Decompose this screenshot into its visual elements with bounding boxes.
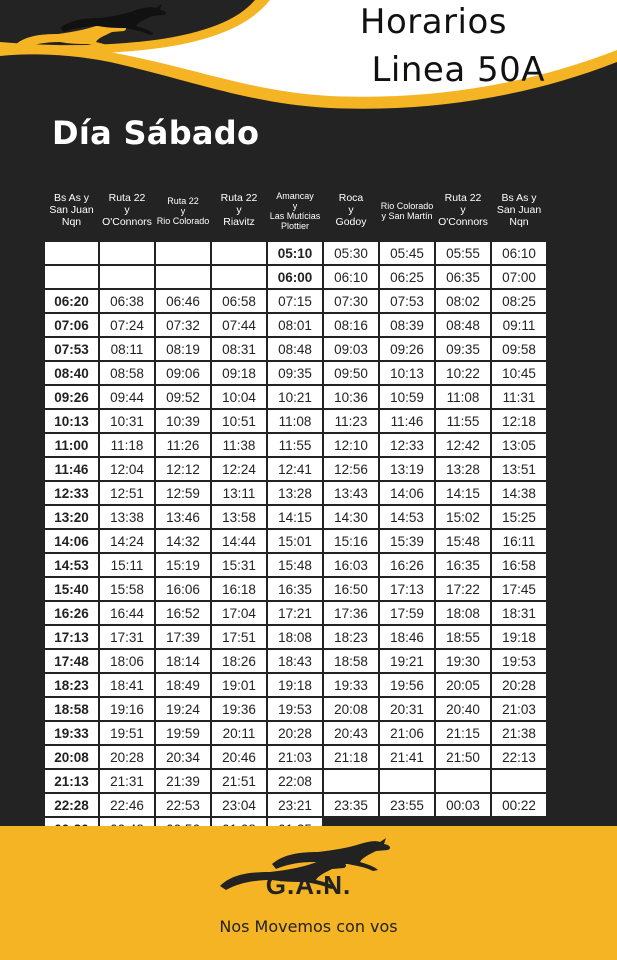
time-cell: 14:44 [212, 530, 266, 552]
time-cell: 23:35 [324, 794, 378, 816]
time-cell: 19:30 [436, 650, 490, 672]
time-cell: 19:59 [156, 722, 210, 744]
time-cell: 07:32 [156, 314, 210, 336]
time-cell: 06:46 [156, 290, 210, 312]
time-cell: 19:24 [156, 698, 210, 720]
time-cell: 14:53 [45, 554, 98, 576]
time-cell: 06:58 [212, 290, 266, 312]
time-cell: 06:38 [100, 290, 154, 312]
column-header-line: y [180, 205, 186, 216]
column-header-line: Nqn [61, 215, 82, 228]
time-cell: 16:58 [492, 554, 546, 576]
time-cell: 19:56 [380, 674, 434, 696]
time-cell: 14:32 [156, 530, 210, 552]
time-cell [156, 266, 210, 288]
time-cell: 15:58 [100, 578, 154, 600]
table-row [45, 290, 546, 312]
time-cell: 14:30 [324, 506, 378, 528]
time-cell: 08:02 [436, 290, 490, 312]
time-cell: 11:46 [380, 410, 434, 432]
column-header-line: San Juan [496, 204, 542, 217]
column-header-line: y San Martín [381, 211, 433, 221]
time-cell: 20:11 [212, 722, 266, 744]
time-cell: 14:06 [45, 530, 98, 552]
time-cell: 15:11 [100, 554, 154, 576]
table-row [45, 482, 546, 504]
brand-name: G.A.N. [265, 870, 352, 900]
time-cell: 07:24 [100, 314, 154, 336]
time-cell: 19:18 [492, 626, 546, 648]
time-cell: 20:28 [268, 722, 322, 744]
table-row [45, 626, 546, 648]
time-cell: 09:58 [492, 338, 546, 360]
time-cell: 18:55 [436, 626, 490, 648]
time-cell: 17:45 [492, 578, 546, 600]
time-cell: 18:49 [156, 674, 210, 696]
time-cell: 09:52 [156, 386, 210, 408]
time-cell: 17:22 [436, 578, 490, 600]
table-row [45, 410, 546, 432]
table-body [45, 242, 546, 840]
time-cell: 09:50 [324, 362, 378, 384]
time-cell: 00:22 [492, 794, 546, 816]
time-cell: 13:43 [324, 482, 378, 504]
time-cell: 16:18 [212, 578, 266, 600]
time-cell: 15:25 [492, 506, 546, 528]
time-cell: 21:15 [436, 722, 490, 744]
time-cell: 10:45 [492, 362, 546, 384]
time-cell: 08:11 [100, 338, 154, 360]
time-cell: 10:13 [45, 410, 98, 432]
time-cell: 13:28 [436, 458, 490, 480]
time-cell: 16:26 [45, 602, 98, 624]
time-cell: 18:08 [436, 602, 490, 624]
time-cell [45, 242, 98, 264]
time-cell: 08:25 [492, 290, 546, 312]
time-cell: 22:28 [45, 794, 98, 816]
time-cell: 09:18 [212, 362, 266, 384]
time-cell: 13:19 [380, 458, 434, 480]
time-cell [436, 770, 490, 792]
time-cell: 06:10 [492, 242, 546, 264]
time-cell: 06:20 [45, 290, 98, 312]
table-row [45, 554, 546, 576]
column-header-line: y [348, 204, 354, 217]
time-cell: 16:26 [380, 554, 434, 576]
column-header-line: Ruta 22 [444, 192, 482, 205]
time-cell: 20:05 [436, 674, 490, 696]
time-cell: 18:46 [380, 626, 434, 648]
column-header-line: Ruta 22 [108, 192, 146, 205]
time-cell: 10:51 [212, 410, 266, 432]
time-cell: 08:48 [436, 314, 490, 336]
time-cell: 13:51 [492, 458, 546, 480]
time-cell: 09:06 [156, 362, 210, 384]
table-row [45, 578, 546, 600]
time-cell: 23:55 [380, 794, 434, 816]
time-cell: 13:28 [268, 482, 322, 504]
time-cell: 18:06 [100, 650, 154, 672]
time-cell: 23:04 [212, 794, 266, 816]
time-cell: 14:38 [492, 482, 546, 504]
time-cell [45, 266, 98, 288]
time-cell: 09:35 [268, 362, 322, 384]
column-header-line: San Juan [49, 204, 94, 217]
header-banner [0, 0, 617, 130]
time-cell: 12:51 [100, 482, 154, 504]
time-cell: 13:46 [156, 506, 210, 528]
time-cell: 18:58 [324, 650, 378, 672]
time-cell: 13:20 [45, 506, 98, 528]
time-cell: 11:55 [268, 434, 322, 456]
time-cell: 21:51 [212, 770, 266, 792]
column-header-line: O'Connors [438, 215, 488, 228]
time-cell: 14:06 [380, 482, 434, 504]
column-header-line: Plottier [280, 221, 309, 232]
time-cell: 15:39 [380, 530, 434, 552]
time-cell: 11:26 [156, 434, 210, 456]
time-cell: 16:35 [436, 554, 490, 576]
time-cell: 15:16 [324, 530, 378, 552]
time-cell: 16:06 [156, 578, 210, 600]
time-cell: 18:26 [212, 650, 266, 672]
time-cell: 22:46 [100, 794, 154, 816]
time-cell: 18:08 [268, 626, 322, 648]
time-cell [212, 266, 266, 288]
time-cell: 08:01 [268, 314, 322, 336]
time-cell: 16:50 [324, 578, 378, 600]
time-cell: 05:55 [436, 242, 490, 264]
time-cell [492, 770, 546, 792]
time-cell: 19:51 [100, 722, 154, 744]
column-header [380, 188, 434, 240]
time-cell: 12:04 [100, 458, 154, 480]
day-heading: Día Sábado [52, 114, 260, 152]
time-cell: 20:34 [156, 746, 210, 768]
column-header [436, 188, 490, 240]
column-header-line: y [236, 204, 242, 217]
time-cell: 11:38 [212, 434, 266, 456]
time-cell: 08:58 [100, 362, 154, 384]
time-cell: 18:23 [45, 674, 98, 696]
slogan: Nos Movemos con vos [219, 917, 398, 936]
column-header-line: Roca [338, 192, 364, 205]
time-cell: 17:13 [380, 578, 434, 600]
schedule-table [43, 186, 548, 842]
time-cell: 22:08 [268, 770, 322, 792]
time-cell: 21:03 [268, 746, 322, 768]
time-cell: 09:44 [100, 386, 154, 408]
time-cell: 12:12 [156, 458, 210, 480]
column-header-line: Riavitz [223, 215, 255, 228]
time-cell: 18:41 [100, 674, 154, 696]
time-cell: 16:52 [156, 602, 210, 624]
time-cell: 19:01 [212, 674, 266, 696]
time-cell: 15:02 [436, 506, 490, 528]
time-cell: 09:03 [324, 338, 378, 360]
column-header-line: Amancay [276, 190, 314, 201]
time-cell [100, 242, 154, 264]
time-cell: 07:53 [380, 290, 434, 312]
time-cell: 05:30 [324, 242, 378, 264]
time-cell: 09:26 [380, 338, 434, 360]
table-row [45, 314, 546, 336]
time-cell: 19:33 [45, 722, 98, 744]
time-cell: 13:38 [100, 506, 154, 528]
time-cell: 05:45 [380, 242, 434, 264]
time-cell: 21:38 [492, 722, 546, 744]
time-cell: 21:13 [45, 770, 98, 792]
column-header [100, 188, 154, 240]
time-cell: 13:58 [212, 506, 266, 528]
time-cell: 15:01 [268, 530, 322, 552]
time-cell: 17:31 [100, 626, 154, 648]
column-header-line: y [460, 204, 466, 217]
time-cell: 17:48 [45, 650, 98, 672]
title-line-1: Horarios [359, 2, 507, 42]
table-row [45, 698, 546, 720]
time-cell [212, 242, 266, 264]
time-cell: 16:35 [268, 578, 322, 600]
time-cell: 12:42 [436, 434, 490, 456]
time-cell: 08:39 [380, 314, 434, 336]
column-header-line: y [292, 200, 298, 211]
time-cell: 06:35 [436, 266, 490, 288]
column-header-line: Rio Colorado [156, 216, 210, 227]
time-cell: 21:06 [380, 722, 434, 744]
time-cell: 15:40 [45, 578, 98, 600]
table-row [45, 674, 546, 696]
column-header [212, 188, 266, 240]
table-row [45, 602, 546, 624]
time-cell: 11:18 [100, 434, 154, 456]
time-cell: 15:48 [268, 554, 322, 576]
time-cell: 22:53 [156, 794, 210, 816]
time-cell: 20:08 [324, 698, 378, 720]
time-cell: 12:33 [45, 482, 98, 504]
time-cell: 12:33 [380, 434, 434, 456]
time-cell: 17:04 [212, 602, 266, 624]
column-header-line: y [124, 204, 130, 217]
time-cell: 17:59 [380, 602, 434, 624]
time-cell: 23:21 [268, 794, 322, 816]
time-cell: 19:18 [268, 674, 322, 696]
time-cell: 14:24 [100, 530, 154, 552]
time-cell: 15:19 [156, 554, 210, 576]
time-cell: 17:51 [212, 626, 266, 648]
time-cell: 07:15 [268, 290, 322, 312]
column-header-line: Ruta 22 [167, 195, 199, 206]
time-cell: 10:22 [436, 362, 490, 384]
time-cell: 10:59 [380, 386, 434, 408]
time-cell: 21:31 [100, 770, 154, 792]
time-cell: 21:39 [156, 770, 210, 792]
time-cell: 19:16 [100, 698, 154, 720]
time-cell: 10:13 [380, 362, 434, 384]
table-row [45, 242, 546, 264]
time-cell: 10:21 [268, 386, 322, 408]
table-row [45, 458, 546, 480]
time-cell: 20:43 [324, 722, 378, 744]
table-header-row [45, 188, 546, 240]
table-row [45, 794, 546, 816]
time-cell [380, 770, 434, 792]
time-cell: 07:06 [45, 314, 98, 336]
time-cell: 16:11 [492, 530, 546, 552]
time-cell: 16:03 [324, 554, 378, 576]
time-cell: 10:04 [212, 386, 266, 408]
time-cell: 07:53 [45, 338, 98, 360]
time-cell: 20:08 [45, 746, 98, 768]
time-cell: 19:36 [212, 698, 266, 720]
time-cell: 11:31 [492, 386, 546, 408]
time-cell: 06:25 [380, 266, 434, 288]
title-line-2: Linea 50A [371, 50, 545, 90]
time-cell: 15:31 [212, 554, 266, 576]
column-header [156, 188, 210, 240]
time-cell: 21:41 [380, 746, 434, 768]
table-row [45, 386, 546, 408]
time-cell: 12:41 [268, 458, 322, 480]
time-cell: 11:23 [324, 410, 378, 432]
time-cell: 08:16 [324, 314, 378, 336]
column-header [492, 188, 546, 240]
time-cell: 13:05 [492, 434, 546, 456]
time-cell: 13:11 [212, 482, 266, 504]
time-cell: 09:11 [492, 314, 546, 336]
column-header-line: Bs As y [501, 192, 537, 205]
time-cell: 06:10 [324, 266, 378, 288]
time-cell: 14:15 [268, 506, 322, 528]
table-row [45, 650, 546, 672]
table-row [45, 338, 546, 360]
time-cell: 12:56 [324, 458, 378, 480]
time-cell: 21:03 [492, 698, 546, 720]
table-row [45, 266, 546, 288]
table-row [45, 746, 546, 768]
time-cell: 18:43 [268, 650, 322, 672]
time-cell: 15:48 [436, 530, 490, 552]
table-row [45, 362, 546, 384]
time-cell: 10:36 [324, 386, 378, 408]
time-cell: 10:31 [100, 410, 154, 432]
time-cell: 17:36 [324, 602, 378, 624]
column-header [268, 188, 322, 240]
time-cell: 22:13 [492, 746, 546, 768]
time-cell: 20:28 [100, 746, 154, 768]
time-cell: 08:31 [212, 338, 266, 360]
time-cell: 14:53 [380, 506, 434, 528]
column-header-line: Bs As y [53, 192, 89, 205]
time-cell: 17:13 [45, 626, 98, 648]
time-cell: 07:30 [324, 290, 378, 312]
time-cell: 09:26 [45, 386, 98, 408]
time-cell: 20:40 [436, 698, 490, 720]
time-cell [100, 266, 154, 288]
column-header-line: Ruta 22 [220, 192, 258, 205]
time-cell: 12:10 [324, 434, 378, 456]
time-cell: 11:08 [436, 386, 490, 408]
column-header-line: Rio Colorado [380, 200, 434, 211]
table-row [45, 722, 546, 744]
time-cell: 10:39 [156, 410, 210, 432]
time-cell: 18:23 [324, 626, 378, 648]
column-header [324, 188, 378, 240]
time-cell [324, 770, 378, 792]
time-cell: 12:24 [212, 458, 266, 480]
time-cell: 19:33 [324, 674, 378, 696]
time-cell: 07:00 [492, 266, 546, 288]
time-cell: 16:44 [100, 602, 154, 624]
time-cell [156, 242, 210, 264]
time-cell: 18:31 [492, 602, 546, 624]
column-header-line: Godoy [335, 215, 367, 228]
time-cell: 06:00 [268, 266, 322, 288]
time-cell: 11:46 [45, 458, 98, 480]
time-cell: 08:48 [268, 338, 322, 360]
time-cell: 05:10 [268, 242, 322, 264]
time-cell: 18:58 [45, 698, 98, 720]
time-cell: 17:21 [268, 602, 322, 624]
time-cell: 21:18 [324, 746, 378, 768]
time-cell: 08:40 [45, 362, 98, 384]
table-row [45, 434, 546, 456]
time-cell: 21:50 [436, 746, 490, 768]
time-cell: 00:03 [436, 794, 490, 816]
time-cell: 20:46 [212, 746, 266, 768]
time-cell: 20:28 [492, 674, 546, 696]
time-cell: 20:31 [380, 698, 434, 720]
time-cell: 11:08 [268, 410, 322, 432]
time-cell: 19:53 [268, 698, 322, 720]
column-header-line: Nqn [509, 215, 529, 228]
time-cell: 11:55 [436, 410, 490, 432]
time-cell: 19:53 [492, 650, 546, 672]
column-header [45, 188, 98, 240]
time-cell: 08:19 [156, 338, 210, 360]
time-cell: 07:44 [212, 314, 266, 336]
column-header-line: Las Mutícias [269, 211, 321, 221]
table-row [45, 770, 546, 792]
time-cell: 11:00 [45, 434, 98, 456]
time-cell: 14:15 [436, 482, 490, 504]
time-cell: 17:39 [156, 626, 210, 648]
column-header-line: O'Connors [102, 215, 152, 228]
time-cell: 09:35 [436, 338, 490, 360]
table-row [45, 530, 546, 552]
table-row [45, 506, 546, 528]
time-cell: 18:14 [156, 650, 210, 672]
time-cell: 19:21 [380, 650, 434, 672]
time-cell: 12:59 [156, 482, 210, 504]
time-cell: 12:18 [492, 410, 546, 432]
